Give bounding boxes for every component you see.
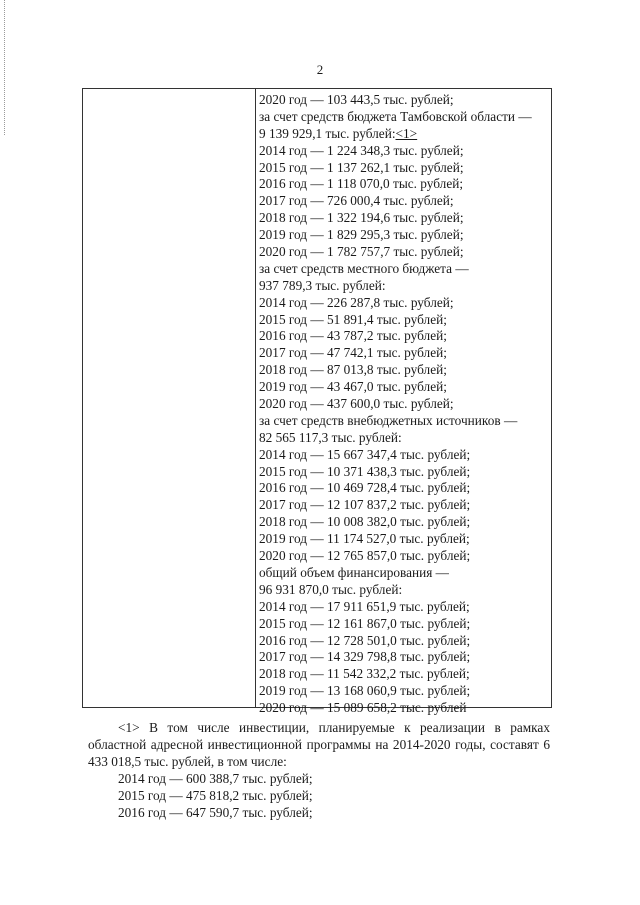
financing-line	[259, 548, 549, 565]
financing-line-text: 2016 год — 10 469 728,4 тыс. рублей;	[259, 480, 471, 496]
financing-line	[259, 176, 549, 193]
financing-line-text: 2016 год — 12 728 501,0 тыс. рублей;	[259, 632, 471, 648]
financing-line	[259, 616, 549, 633]
financing-line	[259, 126, 549, 143]
financing-line-text: 2017 год — 14 329 798,8 тыс. рублей;	[259, 649, 471, 665]
footnote-reference-link[interactable]: <1>	[395, 125, 418, 141]
financing-line-text: 2019 год — 1 829 295,3 тыс. рублей;	[259, 227, 464, 243]
financing-line-text: 82 565 117,3 тыс. рублей:	[259, 429, 402, 445]
financing-line	[259, 109, 549, 126]
financing-line-text: за счет средств местного бюджета —	[259, 260, 469, 276]
financing-line	[259, 531, 549, 548]
financing-line	[259, 447, 549, 464]
financing-line-text: 2018 год — 11 542 332,2 тыс. рублей;	[259, 666, 470, 682]
financing-line	[259, 345, 549, 362]
financing-line	[259, 362, 549, 379]
financing-line	[259, 599, 549, 616]
financing-line-text: 2020 год — 15 089 658,2 тыс. рублей	[259, 700, 467, 716]
financing-line-text: 2014 год — 17 911 651,9 тыс. рублей;	[259, 598, 470, 614]
financing-line	[259, 683, 549, 700]
financing-line-text: 96 931 870,0 тыс. рублей:	[259, 581, 403, 597]
financing-line-text: 2015 год — 12 161 867,0 тыс. рублей;	[259, 615, 471, 631]
financing-line	[259, 193, 549, 210]
financing-line-text: 2020 год — 1 782 757,7 тыс. рублей;	[259, 244, 464, 260]
financing-line-text: 2018 год — 1 322 194,6 тыс. рублей;	[259, 210, 464, 226]
financing-line-text: 937 789,3 тыс. рублей:	[259, 277, 386, 293]
financing-line	[259, 92, 549, 109]
financing-line	[259, 160, 549, 177]
financing-line-text: 2014 год — 1 224 348,3 тыс. рублей;	[259, 142, 464, 158]
financing-line-text: 2020 год — 437 600,0 тыс. рублей;	[259, 396, 454, 412]
financing-line	[259, 514, 549, 531]
financing-line-text: 2016 год — 1 118 070,0 тыс. рублей;	[259, 176, 464, 192]
footnote-year-line: 2015 год — 475 818,2 тыс. рублей;	[118, 788, 313, 803]
financing-line-text: 2016 год — 43 787,2 тыс. рублей;	[259, 328, 447, 344]
financing-line-text: 2020 год — 103 443,5 тыс. рублей;	[259, 92, 454, 107]
financing-line-text: 2019 год — 43 467,0 тыс. рублей;	[259, 379, 447, 395]
table-column-divider	[255, 89, 256, 707]
financing-line-text: за счет средств бюджета Тамбовской области —	[259, 108, 532, 124]
financing-line	[259, 227, 549, 244]
financing-table	[82, 88, 552, 716]
footnote-year-line: 2014 год — 600 388,7 тыс. рублей;	[118, 771, 313, 786]
footnote	[88, 719, 550, 821]
financing-line	[259, 396, 549, 413]
financing-line-text: 2017 год — 12 107 837,2 тыс. рублей;	[259, 497, 471, 513]
financing-line	[259, 565, 549, 582]
financing-line-text: 2015 год — 51 891,4 тыс. рублей;	[259, 311, 447, 327]
financing-line	[259, 464, 549, 481]
financing-line	[259, 379, 549, 396]
financing-line	[259, 582, 549, 599]
financing-line	[259, 700, 549, 717]
financing-line-text: 2019 год — 13 168 060,9 тыс. рублей;	[259, 683, 471, 699]
financing-line	[259, 278, 549, 295]
financing-line-text: 2020 год — 12 765 857,0 тыс. рублей;	[259, 548, 471, 564]
financing-line-text: 2015 год — 1 137 262,1 тыс. рублей;	[259, 159, 464, 175]
financing-line	[259, 143, 549, 160]
financing-line	[259, 328, 549, 345]
financing-lines	[259, 92, 549, 717]
financing-line	[259, 295, 549, 312]
financing-line	[259, 633, 549, 650]
page-number: 2	[316, 62, 324, 77]
financing-line	[259, 497, 549, 514]
financing-line-text: 2018 год — 87 013,8 тыс. рублей;	[259, 362, 447, 378]
financing-line-text: 2014 год — 15 667 347,4 тыс. рублей;	[259, 446, 471, 462]
financing-line-text: 9 139 929,1 тыс. рублей:	[259, 125, 396, 141]
footnote-paragraph: <1> В том числе инвестиции, планируемые к реализации в рамках областной адресной инвестиционной программы на 2014-2020 годы, составят 6 433 018,5 тыс. рублей, в том числе:	[88, 720, 550, 769]
financing-line	[259, 312, 549, 329]
footnote-year-line: 2016 год — 647 590,7 тыс. рублей;	[118, 805, 313, 820]
financing-line-text: 2015 год — 10 371 438,3 тыс. рублей;	[259, 463, 471, 479]
financing-line-text: 2019 год — 11 174 527,0 тыс. рублей;	[259, 531, 470, 547]
financing-line-text: 2014 год — 226 287,8 тыс. рублей;	[259, 294, 454, 310]
financing-line-text: 2017 год — 47 742,1 тыс. рублей;	[259, 345, 447, 361]
financing-line	[259, 649, 549, 666]
financing-line	[259, 666, 549, 683]
financing-line-text: за счет средств внебюджетных источников —	[259, 412, 518, 428]
financing-line	[259, 261, 549, 278]
financing-line	[259, 430, 549, 447]
financing-line	[259, 244, 549, 261]
financing-line	[259, 210, 549, 227]
financing-line	[259, 480, 549, 497]
financing-line-text: 2017 год — 726 000,4 тыс. рублей;	[259, 193, 454, 209]
financing-line-text: 2018 год — 10 008 382,0 тыс. рублей;	[259, 514, 471, 530]
financing-line-text: общий объем финансирования —	[259, 564, 449, 580]
financing-line	[259, 413, 549, 430]
